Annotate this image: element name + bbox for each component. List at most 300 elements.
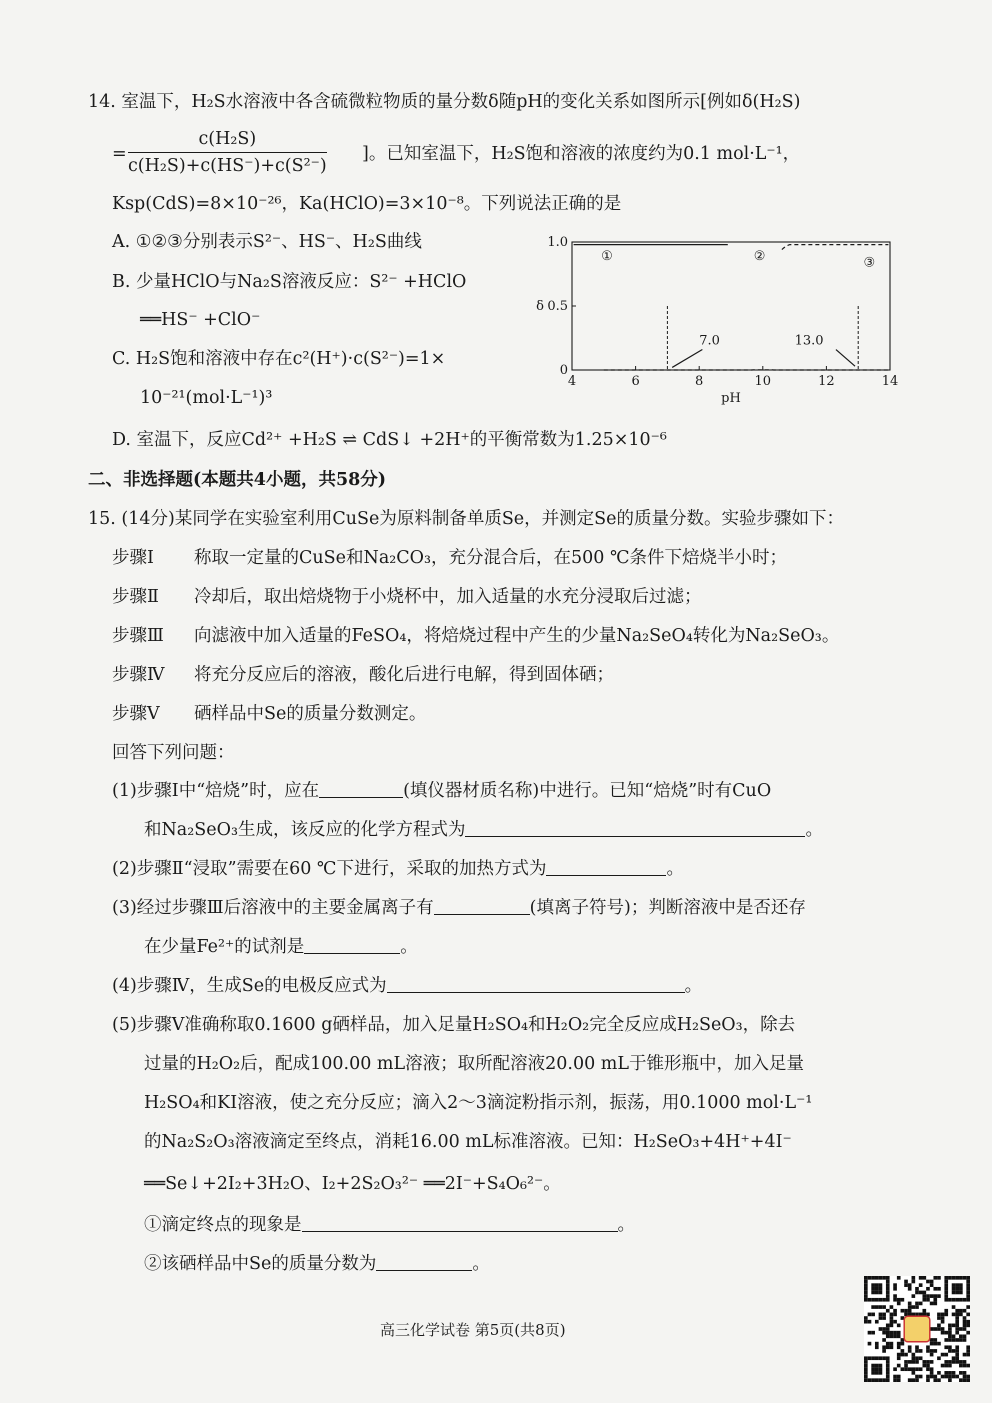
q15-part1-text-a: (1)步骤Ⅰ中“焙烧”时，应在 xyxy=(112,781,320,801)
qr-cell xyxy=(941,1327,945,1331)
qr-cell xyxy=(864,1371,868,1375)
qr-cell xyxy=(926,1378,930,1382)
qr-cell xyxy=(864,1356,868,1360)
x-tick-label-8: 8 xyxy=(695,374,704,389)
qr-cell xyxy=(941,1364,945,1368)
qr-cell xyxy=(879,1327,883,1331)
qr-cell xyxy=(933,1378,937,1382)
qr-cell xyxy=(868,1298,872,1302)
qr-cell xyxy=(955,1320,959,1324)
qr-cell xyxy=(952,1356,956,1360)
page-footer: 高三化学试卷 第5页(共8页) xyxy=(380,1321,566,1339)
qr-cell xyxy=(908,1367,912,1371)
qr-cell xyxy=(886,1327,890,1331)
qr-cell xyxy=(879,1364,883,1368)
qr-cell xyxy=(915,1287,919,1291)
qr-cell xyxy=(882,1345,886,1349)
qr-cell xyxy=(886,1291,890,1295)
x-tick-label-6: 6 xyxy=(631,374,640,389)
qr-cell xyxy=(937,1342,941,1346)
qr-cell xyxy=(966,1283,970,1287)
qr-cell xyxy=(901,1342,905,1346)
qr-cell xyxy=(919,1291,923,1295)
q15-part3-line1 xyxy=(112,896,806,920)
qr-cell xyxy=(941,1353,945,1357)
q15-part2-text: (2)步骤Ⅱ“浸取”需要在60 ℃下进行，采取的加热方式为 xyxy=(112,859,547,879)
qr-cell xyxy=(959,1283,963,1287)
y-tick-label-1.0: 1.0 xyxy=(547,235,568,250)
qr-cell xyxy=(948,1360,952,1364)
qr-cell xyxy=(893,1378,897,1382)
qr-cell xyxy=(922,1291,926,1295)
qr-cell xyxy=(955,1327,959,1331)
qr-cell xyxy=(966,1375,970,1379)
qr-cell xyxy=(944,1283,948,1287)
q15-part1-blank-material[interactable] xyxy=(319,779,403,798)
qr-code-image xyxy=(864,1276,970,1382)
qr-cell xyxy=(875,1367,879,1371)
qr-cell xyxy=(930,1375,934,1379)
qr-cell xyxy=(908,1287,912,1291)
qr-cell xyxy=(875,1342,879,1346)
qr-cell xyxy=(890,1320,894,1324)
qr-cell xyxy=(912,1367,916,1371)
qr-cell xyxy=(879,1287,883,1291)
qr-cell xyxy=(893,1367,897,1371)
annotation-arrow-2 xyxy=(836,350,855,367)
qr-cell xyxy=(919,1302,923,1306)
qr-cell xyxy=(926,1360,930,1364)
qr-cell xyxy=(952,1291,956,1295)
q15-part5-line1: (5)步骤Ⅴ准确称取0.1600 g硒样品，加入足量H₂SO₄和H₂O₂完全反应成H₂SeO₃，除去 xyxy=(112,1015,796,1035)
series-label-2: ② xyxy=(753,248,766,264)
qr-cell xyxy=(912,1305,916,1309)
q14-stem-line1: 14. 室温下，H₂S水溶液中各含硫微粒物质的量分数δ随pH的变化关系如图所示[例如δ(H₂S) xyxy=(88,92,801,112)
qr-cell xyxy=(966,1320,970,1324)
qr-cell xyxy=(937,1378,941,1382)
qr-cell xyxy=(933,1342,937,1346)
q14-stem-line3: Ksp(CdS)=8×10⁻²⁶，Ka(HClO)=3×10⁻⁸。下列说法正确的是 xyxy=(112,194,622,214)
qr-cell xyxy=(955,1338,959,1342)
qr-cell xyxy=(959,1291,963,1295)
q15-step-4-label: 步骤Ⅳ xyxy=(112,665,165,685)
qr-cell xyxy=(868,1276,872,1280)
q14-option-c-line2: 10⁻²¹(mol·L⁻¹)³ xyxy=(140,388,273,408)
q15-part2-blank-heating[interactable] xyxy=(546,857,666,876)
qr-cell xyxy=(886,1356,890,1360)
q15-part5-sub1-text: ①滴定终点的现象是 xyxy=(144,1215,302,1235)
qr-cell xyxy=(868,1342,872,1346)
qr-cell xyxy=(966,1294,970,1298)
qr-cell xyxy=(944,1371,948,1375)
qr-cell xyxy=(966,1345,970,1349)
qr-cell xyxy=(882,1356,886,1360)
qr-cell xyxy=(966,1349,970,1353)
qr-cell xyxy=(886,1331,890,1335)
qr-cell xyxy=(941,1313,945,1317)
qr-cell xyxy=(893,1313,897,1317)
qr-cell xyxy=(959,1378,963,1382)
qr-cell xyxy=(886,1324,890,1328)
x-tick-label-14: 14 xyxy=(881,374,899,389)
qr-cell xyxy=(955,1283,959,1287)
qr-cell xyxy=(915,1375,919,1379)
qr-cell xyxy=(948,1276,952,1280)
qr-cell xyxy=(952,1324,956,1328)
qr-cell xyxy=(952,1283,956,1287)
qr-cell xyxy=(944,1298,948,1302)
qr-cell xyxy=(875,1345,879,1349)
qr-cell xyxy=(915,1360,919,1364)
qr-cell xyxy=(908,1305,912,1309)
qr-cell xyxy=(941,1316,945,1320)
qr-cell xyxy=(882,1349,886,1353)
qr-cell xyxy=(937,1294,941,1298)
qr-cell xyxy=(879,1313,883,1317)
qr-cell xyxy=(948,1375,952,1379)
qr-cell xyxy=(944,1353,948,1357)
section-2-heading: 二、非选择题(本题共4小题，共58分) xyxy=(88,470,387,490)
qr-cell xyxy=(930,1283,934,1287)
qr-cell xyxy=(886,1360,890,1364)
qr-cell xyxy=(915,1367,919,1371)
qr-cell xyxy=(944,1309,948,1313)
qr-cell xyxy=(864,1287,868,1291)
qr-cell xyxy=(893,1320,897,1324)
qr-cell xyxy=(864,1367,868,1371)
qr-cell xyxy=(897,1356,901,1360)
qr-cell xyxy=(871,1283,875,1287)
q15-part5-blank-fraction[interactable] xyxy=(376,1252,472,1271)
q14-fraction-numerator: c(H₂S) xyxy=(128,128,327,153)
qr-cell xyxy=(915,1345,919,1349)
qr-cell xyxy=(966,1276,970,1280)
qr-cell xyxy=(864,1364,868,1368)
qr-cell xyxy=(897,1334,901,1338)
qr-cell xyxy=(959,1371,963,1375)
q15-step-4-text: 将充分反应后的溶液，酸化后进行电解，得到固体硒； xyxy=(194,665,614,685)
qr-cell xyxy=(864,1291,868,1295)
qr-cell xyxy=(886,1334,890,1338)
qr-cell xyxy=(966,1331,970,1335)
qr-cell xyxy=(897,1345,901,1349)
qr-cell xyxy=(937,1313,941,1317)
qr-cell xyxy=(948,1324,952,1328)
qr-cell xyxy=(937,1356,941,1360)
qr-cell xyxy=(875,1283,879,1287)
qr-cell xyxy=(926,1298,930,1302)
q14-option-b-line2: ══HS⁻ +ClO⁻ xyxy=(140,310,261,330)
qr-cell xyxy=(926,1287,930,1291)
q15-part1-blank-equation[interactable] xyxy=(465,818,805,837)
qr-cell xyxy=(897,1298,901,1302)
qr-cell xyxy=(897,1353,901,1357)
q15-part1-line2 xyxy=(144,818,823,842)
qr-cell xyxy=(912,1360,916,1364)
qr-cell xyxy=(890,1331,894,1335)
series-label-3: ③ xyxy=(863,255,876,271)
q15-step-3-text: 向滤液中加入适量的FeSO₄，将焙烧过程中产生的少量Na₂SeO₄转化为Na₂SeO₃。 xyxy=(194,626,840,646)
qr-cell xyxy=(959,1360,963,1364)
qr-cell xyxy=(948,1371,952,1375)
qr-cell xyxy=(952,1298,956,1302)
qr-cell xyxy=(882,1331,886,1335)
qr-cell xyxy=(919,1276,923,1280)
qr-cell xyxy=(864,1283,868,1287)
q15-part4-line xyxy=(112,974,702,998)
qr-cell xyxy=(952,1349,956,1353)
q15-part2-period: 。 xyxy=(666,859,684,879)
qr-cell xyxy=(955,1375,959,1379)
qr-cell xyxy=(904,1367,908,1371)
qr-cell xyxy=(901,1309,905,1313)
q15-part1-period: 。 xyxy=(805,820,823,840)
qr-cell xyxy=(875,1364,879,1368)
qr-cell xyxy=(890,1305,894,1309)
qr-cell xyxy=(919,1349,923,1353)
qr-cell xyxy=(893,1283,897,1287)
q14-stem-line2: ]。已知室温下，H₂S饱和溶液的浓度约为0.1 mol·L⁻¹， xyxy=(362,144,801,164)
qr-cell xyxy=(904,1309,908,1313)
qr-cell xyxy=(915,1305,919,1309)
annotation-label-2: 13.0 xyxy=(794,333,824,349)
qr-cell xyxy=(864,1280,868,1284)
series-3-curve xyxy=(782,245,889,250)
qr-cell xyxy=(871,1298,875,1302)
qr-cell xyxy=(966,1353,970,1357)
qr-cell xyxy=(955,1291,959,1295)
chart-axes xyxy=(572,242,890,370)
qr-cell xyxy=(959,1287,963,1291)
qr-cell xyxy=(868,1378,872,1382)
qr-cell xyxy=(955,1287,959,1291)
qr-cell xyxy=(944,1338,948,1342)
qr-cell xyxy=(864,1276,868,1280)
qr-cell xyxy=(871,1276,875,1280)
qr-cell xyxy=(893,1334,897,1338)
qr-cell xyxy=(897,1324,901,1328)
qr-cell xyxy=(930,1367,934,1371)
qr-cell xyxy=(937,1276,941,1280)
qr-cell xyxy=(937,1371,941,1375)
qr-cell xyxy=(963,1371,967,1375)
qr-cell xyxy=(868,1331,872,1335)
qr-cell xyxy=(955,1353,959,1357)
qr-cell xyxy=(966,1287,970,1291)
qr-cell xyxy=(864,1294,868,1298)
qr-cell xyxy=(959,1327,963,1331)
qr-cell xyxy=(886,1378,890,1382)
qr-cell xyxy=(930,1280,934,1284)
qr-cell xyxy=(966,1305,970,1309)
qr-cell xyxy=(944,1313,948,1317)
q15-part5-blank-endpoint[interactable] xyxy=(302,1213,618,1232)
q15-part5-sub2-period: 。 xyxy=(472,1254,490,1274)
qr-cell xyxy=(890,1313,894,1317)
qr-cell xyxy=(948,1378,952,1382)
qr-cell xyxy=(901,1298,905,1302)
qr-cell xyxy=(882,1378,886,1382)
qr-cell xyxy=(908,1360,912,1364)
qr-cell xyxy=(893,1287,897,1291)
qr-cell xyxy=(963,1327,967,1331)
qr-cell xyxy=(886,1364,890,1368)
qr-cell xyxy=(879,1367,883,1371)
q14-option-c-line1: C. H₂S饱和溶液中存在c²(H⁺)·c(S²⁻)=1× xyxy=(112,349,446,369)
qr-cell xyxy=(871,1287,875,1291)
qr-cell xyxy=(882,1298,886,1302)
qr-cell xyxy=(904,1283,908,1287)
q15-part4-blank-electrode[interactable] xyxy=(387,974,685,993)
qr-cell xyxy=(879,1316,883,1320)
qr-cell xyxy=(930,1294,934,1298)
qr-cell xyxy=(963,1298,967,1302)
q14-option-b-line1: B. 少量HClO与Na₂S溶液反应：S²⁻ +HClO xyxy=(112,272,467,292)
qr-cell xyxy=(879,1371,883,1375)
qr-cell xyxy=(930,1342,934,1346)
qr-cell xyxy=(886,1276,890,1280)
qr-cell xyxy=(955,1324,959,1328)
qr-cell xyxy=(912,1276,916,1280)
y-tick-label-0.5: 0.5 xyxy=(547,299,568,314)
q14-eq-prefix: = xyxy=(112,144,127,164)
qr-cell xyxy=(890,1342,894,1346)
qr-cell xyxy=(882,1313,886,1317)
qr-cell xyxy=(879,1283,883,1287)
q15-answer-prompt: 回答下列问题： xyxy=(112,743,235,763)
x-axis-label: pH xyxy=(721,391,741,406)
qr-cell xyxy=(882,1327,886,1331)
qr-cell xyxy=(875,1320,879,1324)
qr-cell xyxy=(879,1378,883,1382)
qr-cell xyxy=(922,1360,926,1364)
qr-cell xyxy=(890,1334,894,1338)
q15-part1-line1 xyxy=(112,779,771,803)
qr-cell xyxy=(952,1360,956,1364)
q15-part3-text-c: 在少量Fe²⁺的试剂是 xyxy=(144,937,305,957)
qr-cell xyxy=(890,1324,894,1328)
qr-cell xyxy=(886,1287,890,1291)
qr-cell xyxy=(922,1309,926,1313)
qr-cell xyxy=(933,1276,937,1280)
q15-part5-line3: H₂SO₄和KI溶液，使之充分反应；滴入2～3滴淀粉指示剂，振荡，用0.1000 mol·L⁻¹ xyxy=(144,1093,813,1113)
qr-cell xyxy=(922,1276,926,1280)
chart-curves xyxy=(574,245,889,370)
q15-part3-period: 。 xyxy=(400,937,418,957)
qr-cell xyxy=(886,1283,890,1287)
qr-cell xyxy=(948,1327,952,1331)
qr-cell xyxy=(955,1331,959,1335)
annotation-label-1: 7.0 xyxy=(699,333,720,349)
q15-part3-blank-ions[interactable] xyxy=(434,896,530,915)
qr-cell xyxy=(955,1316,959,1320)
qr-cell xyxy=(930,1302,934,1306)
qr-cell xyxy=(963,1334,967,1338)
qr-cell xyxy=(941,1375,945,1379)
qr-cell xyxy=(948,1338,952,1342)
x-tick-label-12: 12 xyxy=(818,374,835,389)
qr-cell xyxy=(871,1356,875,1360)
qr-cell xyxy=(948,1331,952,1335)
qr-cell xyxy=(871,1313,875,1317)
qr-cell xyxy=(933,1302,937,1306)
qr-cell xyxy=(864,1360,868,1364)
qr-cell xyxy=(955,1356,959,1360)
qr-cell xyxy=(963,1360,967,1364)
qr-cell xyxy=(944,1360,948,1364)
qr-cell xyxy=(926,1367,930,1371)
qr-cell xyxy=(966,1378,970,1382)
qr-cell xyxy=(948,1345,952,1349)
qr-cell xyxy=(919,1283,923,1287)
qr-cell xyxy=(952,1276,956,1280)
qr-cell xyxy=(952,1338,956,1342)
qr-cell xyxy=(944,1364,948,1368)
qr-cell xyxy=(963,1276,967,1280)
qr-cell xyxy=(904,1360,908,1364)
qr-cell xyxy=(963,1375,967,1379)
q15-part4-text: (4)步骤Ⅳ，生成Se的电极反应式为 xyxy=(112,976,387,996)
q15-step-2-label: 步骤Ⅱ xyxy=(112,587,159,607)
delta-ph-chart xyxy=(528,228,908,406)
qr-cell xyxy=(959,1276,963,1280)
qr-cell xyxy=(864,1375,868,1379)
qr-cell xyxy=(879,1298,883,1302)
qr-cell xyxy=(944,1280,948,1284)
q15-part1-text-b: (填仪器材质名称)中进行。已知“焙烧”时有CuO xyxy=(403,781,772,801)
q14-fraction-denominator: c(H₂S)+c(HS⁻)+c(S²⁻) xyxy=(128,156,327,176)
qr-cell xyxy=(893,1375,897,1379)
qr-cell xyxy=(879,1305,883,1309)
qr-cell xyxy=(897,1276,901,1280)
qr-cell xyxy=(952,1287,956,1291)
qr-cell xyxy=(886,1371,890,1375)
qr-cell xyxy=(915,1291,919,1295)
qr-cell xyxy=(875,1276,879,1280)
qr-cell xyxy=(879,1291,883,1295)
qr-cell xyxy=(966,1364,970,1368)
qr-cell xyxy=(937,1324,941,1328)
q15-part4-period: 。 xyxy=(684,976,703,996)
qr-cell xyxy=(904,1353,908,1357)
qr-cell xyxy=(944,1276,948,1280)
qr-cell xyxy=(933,1338,937,1342)
annotation-arrow-1 xyxy=(672,350,702,368)
qr-cell xyxy=(963,1353,967,1357)
qr-cell xyxy=(959,1298,963,1302)
qr-cell xyxy=(912,1280,916,1284)
qr-cell xyxy=(915,1349,919,1353)
x-tick-label-4: 4 xyxy=(567,374,577,389)
q15-step-5-label: 步骤Ⅴ xyxy=(112,704,160,724)
qr-cell xyxy=(944,1287,948,1291)
qr-cell xyxy=(941,1331,945,1335)
qr-cell xyxy=(886,1309,890,1313)
qr-cell xyxy=(915,1356,919,1360)
qr-cell xyxy=(868,1320,872,1324)
qr-cell xyxy=(955,1309,959,1313)
q15-part5-sub1-period: 。 xyxy=(617,1215,635,1235)
qr-cell xyxy=(933,1287,937,1291)
q15-part3-blank-reagent[interactable] xyxy=(304,935,400,954)
qr-cell xyxy=(875,1371,879,1375)
qr-cell xyxy=(871,1371,875,1375)
q15-part5-line2: 过量的H₂O₂后，配成100.00 mL溶液；取所配溶液20.00 mL于锥形瓶中，加入足量 xyxy=(144,1054,805,1074)
qr-cell xyxy=(908,1378,912,1382)
qr-cell xyxy=(926,1294,930,1298)
q14-option-a: A. ①②③分别表示S²⁻、HS⁻、H₂S曲线 xyxy=(112,232,422,252)
qr-cell xyxy=(871,1291,875,1295)
